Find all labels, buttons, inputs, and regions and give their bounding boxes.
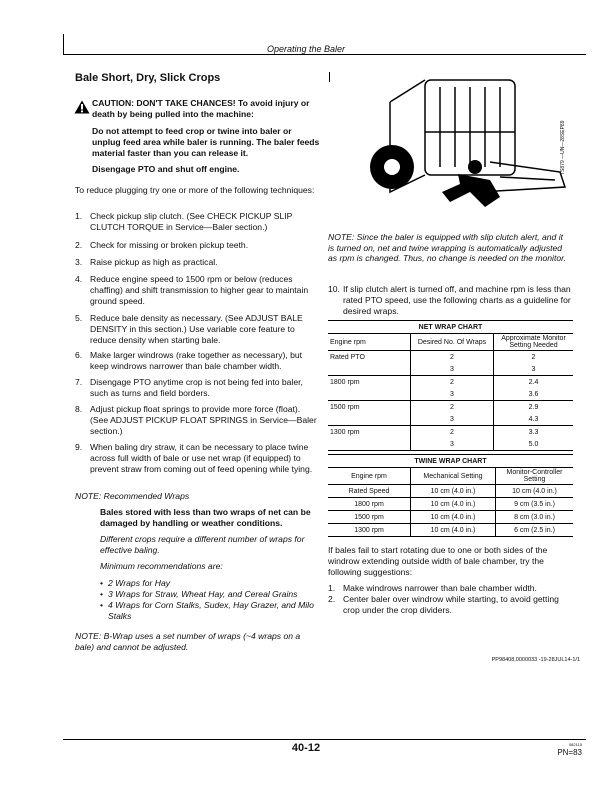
list-item: 6. Make larger windrows (rake together as necessary), but keep windrows narrower than bale chamber width. (75, 350, 303, 371)
column-header: Monitor-Controller Setting (496, 468, 574, 485)
column-header: Engine rpm (328, 468, 411, 485)
baler-illustration (330, 72, 580, 232)
note-paragraph: Different crops require a different number of wraps for effective baling. (100, 534, 305, 555)
table-row: 1500 rpm 2 2.9 (328, 401, 573, 414)
bwrap-note: NOTE: B-Wrap uses a set number of wraps (~4 wraps on a bale) and cannot be adjusted. (75, 631, 301, 652)
list-item: 10. If slip clutch alert is turned off, and machine rpm is less than rated PTO speed, use the following charts as a guideline for desired wraps. (328, 284, 571, 316)
caution-paragraph-2: Disengage PTO and shut off engine. (92, 164, 240, 174)
rotate-intro: If bales fail to start rotating due to one or both sides of the windrow extending outside width of bale chamber, try the following suggestions: (328, 545, 548, 577)
list-item: 3. Raise pickup as high as practical. (75, 257, 218, 267)
header-rule (63, 54, 586, 55)
note-bold-text: Bales stored with less than two wraps of net can be damaged by handling or weather conditions. (100, 507, 311, 528)
running-header: Operating the Baler (266, 44, 346, 54)
bullet-item: • 3 Wraps for Straw, Wheat Hay, and Cereal Grains (100, 589, 298, 599)
list-item: 9. When baling dry straw, it can be necessary to place twine across full width of bale or use net wrap (if equipped) to prevent straw from coming out of feed opening while tying. (75, 442, 313, 474)
column-header: Approximate Monitor Setting Needed (494, 334, 574, 351)
twine-wrap-chart (328, 454, 573, 537)
list-item: 1. Make windrows narrower than bale chamber width. (328, 583, 537, 593)
net-wrap-chart (328, 320, 573, 451)
column-header: Engine rpm (328, 334, 411, 351)
footer-rule (63, 739, 586, 740)
list-item: 4. Reduce engine speed to 1500 rpm or below (reduces chaffing) and shift transmission to higher gear to maintain ground speed. (75, 274, 309, 306)
table-row: 3 3.6 (328, 388, 573, 401)
bullet-item: • 4 Wraps for Corn Stalks, Sudex, Hay Grazer, and Milo Stalks (100, 600, 314, 621)
warning-triangle-icon (74, 100, 90, 114)
note-paragraph-2: Minimum recommendations are: (100, 561, 223, 571)
list-item: 2. Center baler over windrow while starting, to avoid getting crop under the crop dividers. (328, 594, 559, 615)
figure-id: TS879 —UN—28SEP89 (560, 120, 566, 175)
footer-date-code: 082115 (568, 742, 582, 747)
table-row: 1800 rpm 2 2.4 (328, 376, 573, 389)
table-row: 3 3 (328, 363, 573, 376)
list-item: 7. Disengage PTO anytime crop is not being fed into baler, such as turns and field borders. (75, 377, 303, 398)
table-row: 1300 rpm 2 3.3 (328, 426, 573, 439)
footer-pn: PN=83 (557, 748, 582, 757)
caution-paragraph: Do not attempt to feed crop or twine into baler or unplug feed area while baler is running. The baler feeds material faster than you can release it. (92, 126, 320, 158)
column-header: Mechanical Setting (411, 468, 496, 485)
table-row: Rated PTO 2 2 (328, 351, 573, 364)
slip-clutch-note: NOTE: Since the baler is equipped with slip clutch alert, and it is turned on, net and twine wrapping is automatically adjusted as rpm is changed. Thus, no change is needed on the monitor. (328, 232, 567, 263)
table-caption: TWINE WRAP CHART (328, 455, 573, 468)
section-title: Bale Short, Dry, Slick Crops (75, 72, 221, 84)
column-header: Desired No. Of Wraps (411, 334, 494, 351)
table-row: 3 5.0 (328, 438, 573, 451)
table-caption: NET WRAP CHART (328, 321, 573, 334)
table-row: 1300 rpm 10 cm (4.0 in.) 6 cm (2.5 in.) (328, 524, 573, 537)
page-number: 40-12 (291, 742, 321, 754)
caution-heading: CAUTION: DON'T TAKE CHANCES! To avoid injury or death by being pulled into the machine: (92, 98, 310, 119)
list-item: 5. Reduce bale density as necessary. (See ADJUST BALE DENSITY in this section.) Use variable core feature to reduce density when starting bale. (75, 313, 303, 345)
table-row: Rated Speed 10 cm (4.0 in.) 10 cm (4.0 in.) (328, 485, 573, 498)
table-row: 1800 rpm 10 cm (4.0 in.) 9 cm (3.5 in.) (328, 498, 573, 511)
list-item: 2. Check for missing or broken pickup teeth. (75, 240, 249, 250)
list-item: 1. Check pickup slip clutch. (See CHECK PICKUP SLIP CLUTCH TORQUE in Service—Baler section.) (75, 211, 293, 232)
bullet-item: • 2 Wraps for Hay (100, 578, 171, 588)
note-label: NOTE: Recommended Wraps (75, 491, 190, 501)
table-row: 3 4.3 (328, 413, 573, 426)
document-reference: PP98408,0000033 -19-28JUL14-1/1 (491, 657, 580, 663)
intro-paragraph: To reduce plugging try one or more of the following techniques: (75, 185, 315, 195)
list-item: 8. Adjust pickup float springs to provide more force (float). (See ADJUST PICKUP FLOAT SPRINGS in Service—Baler section.) (75, 404, 317, 436)
table-row: 1500 rpm 10 cm (4.0 in.) 8 cm (3.0 in.) (328, 511, 573, 524)
